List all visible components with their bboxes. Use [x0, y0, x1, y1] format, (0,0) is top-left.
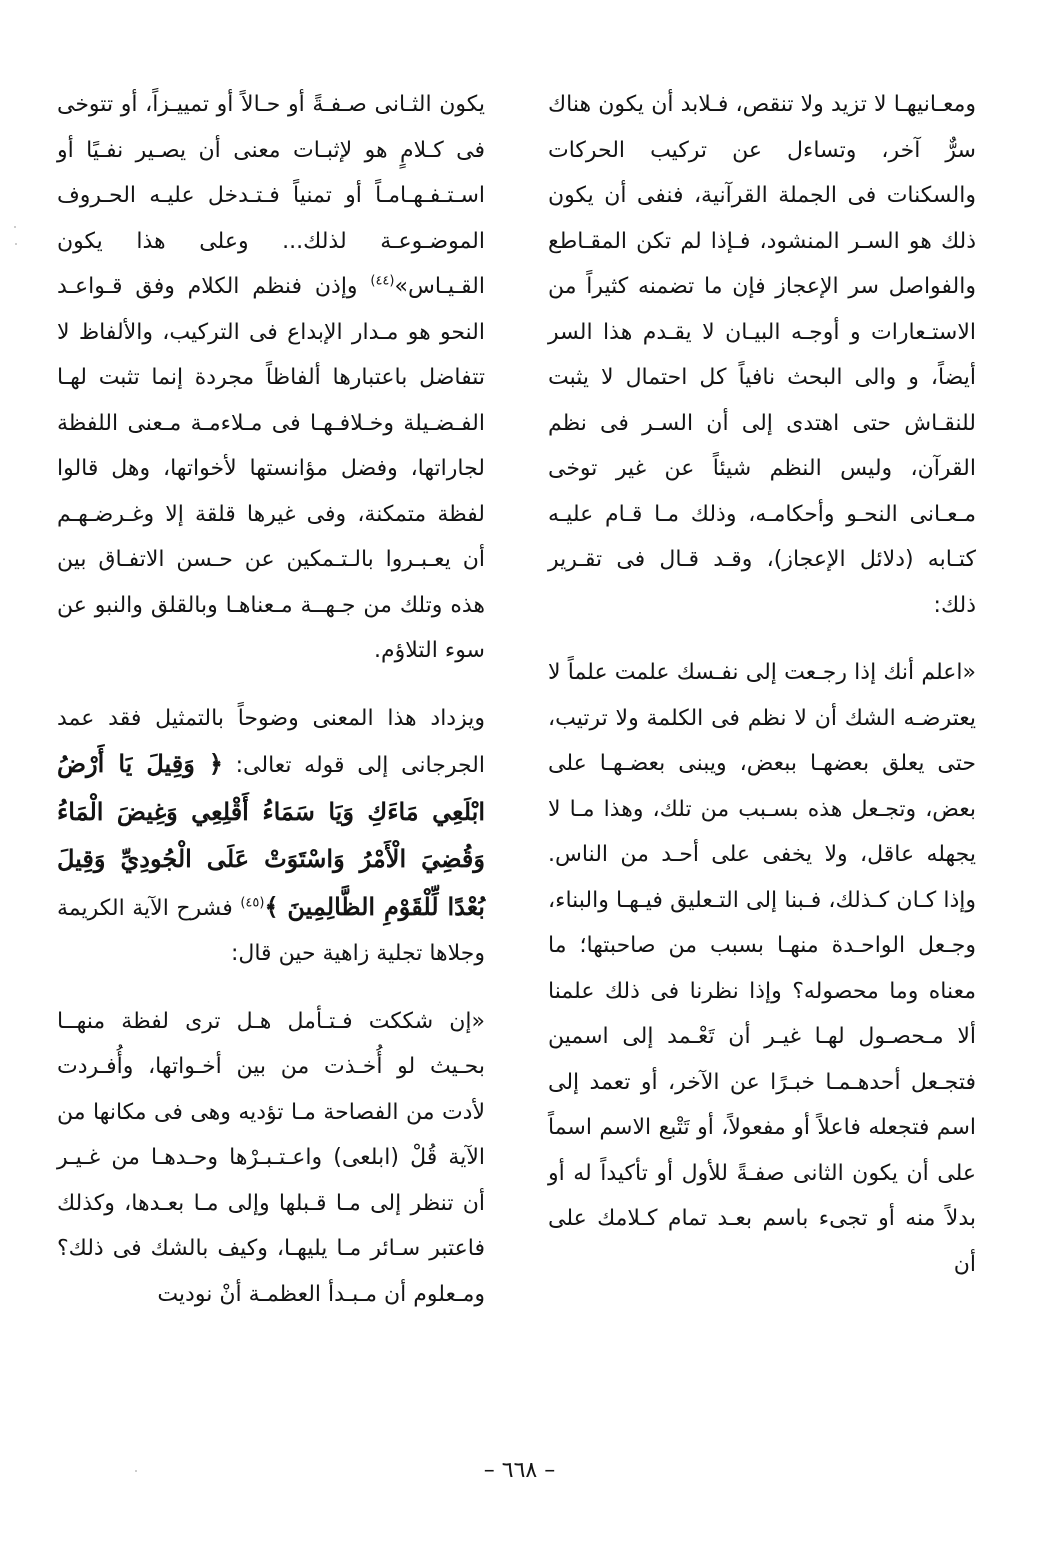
quran-verse: ﴿ وَقِيلَ يَا أَرْضُ ابْلَعِي مَاءَكِ وَيَا سَمَاءُ أَقْلِعِي وَغِيضَ الْمَاءُ وَقُضِيَ الْأَمْرُ وَاسْتَوَتْ عَلَى الْجُودِيِّ وَقِيلَ بُعْدًا لِّلْقَوْمِ الظَّالِمِينَ ﴾	[57, 749, 485, 921]
paragraph-text: ويزداد هذا المعنى وضوحاً بالتمثيل فقد عمد الجرجانى إلى قوله تعالى:	[57, 705, 485, 778]
quote-paragraph: «اعلم أنك إذا رجـعت إلى نفـسك علمت علماً لا يعترضـه الشك أن لا نظم فى الكلمة ولا ترتيب، حتى يعلق بعضهـا ببعض، ويبنى بعضـهـا على بعض، وتجـعل هذه بسـبب من تلك، وهذا مـا لا يجهله عاقل، ولا يخفى على أحـد من الناس. وإذا كـان كـذلك، فـبنا إلى التـعليق فيـهـا والبناء، وجـعل الواحـدة منهـا بسبب من صاحبتها؛ ما معناه وما محصوله؟ وإذا نظرنا فى ذلك علمنا ألا مـحصـول لهـا غيـر أن تَعْـمد إلى اسمين فتجـعل أحدهـمـا خبـرًا عن الآخر، أو تعمد إلى اسم فتجعله فاعلاً أو مفعولاً، أو تَتْبع الاسم اسماً على أن يكون الثانى صفـةً للأول أو تأكيداً له أو بدلاً منه أو تجىء باسم بعـد تمام كـلامك على أن	[548, 660, 976, 1277]
quote-paragraph: «إن شككت فـتـأمل هـل ترى لفظة منهــا بحـيث لو أُخـذت من بين أخـواتها، وأُفـردت لأدت من الفصاحة مـا تؤديه وهى فى مكانها من الآية قُلْ (ابلعى) واعـتـبـرْها وحـدهـا من غـيـر أن تنظر إلى مـا قـبلها وإلى مـا بعـدها، وكذلك فاعتبر سـائر مـا يليهـا، وكيف بالشك فى ذلك؟ ومـعلوم أن مـبـدأ العظمـة أنْ نوديت	[57, 1008, 485, 1307]
paragraph-gap	[548, 628, 976, 650]
paragraph	[57, 696, 485, 977]
right-column	[548, 82, 976, 1287]
paragraph-gap	[57, 977, 485, 999]
paragraph	[57, 82, 485, 674]
page-number: – ٦٦٨ –	[483, 1458, 556, 1483]
paragraph-text: يكون الثـانى صـفـةً أو حـالاً أو تمييـزاً، أو تتوخى فى كـلامٍ هو لإثبـات معنى أن يصـير نفـيًا أو اسـتـفـهـامـاً أو تمنياً فـتـدخل عليـه الحـروف الموضـوعـة لذلك... وعلى هذا يكون القـيـاس»	[57, 92, 485, 299]
footnote-ref: (٤٤)	[370, 273, 395, 289]
paragraph-gap	[57, 674, 485, 696]
scan-speck	[14, 226, 16, 228]
paragraph-text: فشرح الآية الكريمة وجلاها تجلية زاهية حين قال:	[57, 895, 485, 966]
scan-speck	[135, 1470, 137, 1472]
footnote-ref: (٤٥)	[240, 895, 265, 911]
paragraph-text: وإذن فنظم الكلام وفق قـواعـد النحو هو مـدار الإبداع فى التركيب، والألفاظ لا تتفاضل باعتبارها ألفاظاً مجردة إنما تثبت لهـا الفـضـيلة وخـلافـهـا فى مـلاءمـة مـعنى اللفظة لجاراتها، وفضل مؤانستها لأخواتها، وهل قالوا لفظة متمكنة، وفى غيرها قلقة إلا وغـرضـهـم أن يعـبـروا بالـتـمكين عن حـسن الاتفـاق بين هذه وتلك من جـهــة مـعناهـا وبالقلق والنبو عن سوء التلاؤم.	[57, 274, 485, 663]
paragraph: ومعـانيهـا لا تزيد ولا تنقص، فـلابد أن يكون هناك سرٌّ آخر، وتساءل عن تركيب الحركات والسكنات فى الجملة القرآنية، فنفى أن يكون ذلك هو السـر المنشود، فـإذا لم تكن المقـاطع والفواصل سر الإعجاز فإن ما تضمنه كثيراً من الاستـعارات و أوجـه البيـان لا يقـدم هذا السر أيضاً، و والى البحث نافياً كل احتمال لا يثبت للنقـاش حتى اهتدى إلى أن السـر فى نظم القرآن، وليس النظم شيئاً عن غير توخى مـعـانى النحـو وأحكامـه، وذلك مـا قـام عليـه كتـابه (دلائل الإعجاز)، وقـد قـال فى تقـرير ذلك:	[548, 92, 976, 618]
left-column	[57, 82, 485, 1317]
scan-speck	[15, 243, 17, 245]
